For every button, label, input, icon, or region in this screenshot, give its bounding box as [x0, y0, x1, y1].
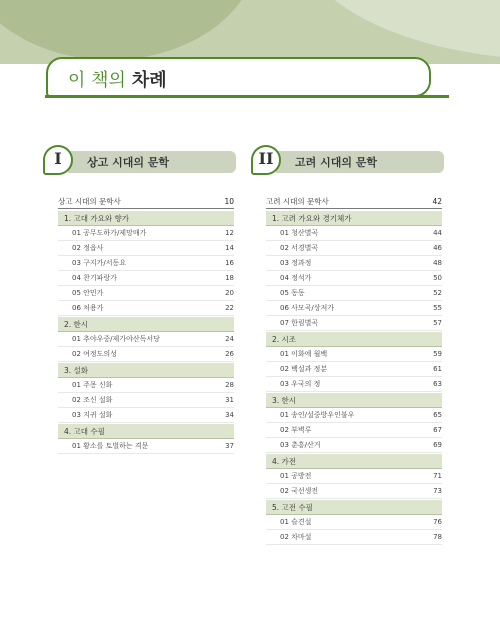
toc-entry[interactable]: [58, 408, 234, 423]
toc-chapter[interactable]: [58, 363, 234, 378]
toc-entry[interactable]: [266, 530, 442, 545]
toc-entry[interactable]: [58, 378, 234, 393]
toc-entry[interactable]: [58, 241, 234, 256]
toc-chapter[interactable]: [58, 211, 234, 226]
toc-entry[interactable]: [266, 286, 442, 301]
part-title-bar: [68, 151, 236, 173]
page-number: 26: [225, 350, 234, 358]
toc-entry-label: 01 공방전: [280, 472, 312, 480]
toc-entry[interactable]: [266, 515, 442, 530]
toc-entry[interactable]: [58, 439, 234, 454]
toc-entry-label: 03 우국의 정: [280, 380, 321, 388]
page-number: 37: [225, 442, 234, 450]
toc-entry[interactable]: [58, 226, 234, 241]
page-number: 22: [225, 304, 234, 312]
toc-entry-label: 03 구지가/서동요: [72, 259, 127, 267]
toc-entry-label: 01 슬견설: [280, 518, 312, 526]
part-title-bar: [276, 151, 444, 173]
toc-entry[interactable]: [58, 271, 234, 286]
toc-entry[interactable]: [266, 301, 442, 316]
title-main: 차례: [131, 70, 167, 91]
toc-entry[interactable]: [58, 332, 234, 347]
page-title: [68, 66, 167, 92]
part-title: 상고 시대의 문학: [87, 156, 170, 169]
toc-chapter[interactable]: [266, 332, 442, 347]
title-frame: [46, 57, 431, 97]
page-number: 71: [433, 472, 442, 480]
page-number: 42: [432, 197, 442, 206]
toc-entry[interactable]: [266, 469, 442, 484]
toc-entry-label: 01 추야우중/제가야산독서당: [72, 335, 160, 343]
page-number: 78: [433, 533, 442, 541]
page-number: 65: [433, 411, 442, 419]
page-number: 67: [433, 426, 442, 434]
toc-entry-label: 02 부벽루: [280, 426, 312, 434]
toc-chapter-label: 5. 고전 수필: [272, 503, 313, 512]
toc-entry[interactable]: [266, 377, 442, 392]
toc-entry-label: 06 사모곡/상저가: [280, 304, 335, 312]
toc-entry-label: 06 처용가: [72, 304, 104, 312]
toc-entry-label: 01 공무도하가/제망매가: [72, 229, 147, 237]
toc-entry[interactable]: [266, 438, 442, 453]
toc-entry[interactable]: [266, 271, 442, 286]
toc-entry-label: 05 동동: [280, 289, 305, 297]
toc-entry[interactable]: [266, 347, 442, 362]
toc-chapter-label: 3. 한시: [272, 396, 297, 405]
part-numeral-badge: I: [43, 145, 73, 175]
toc-section-overview-label: 고려 시대의 문학사: [266, 197, 329, 206]
toc-chapter-label: 1. 고려 가요와 경기체가: [272, 214, 352, 223]
toc-entry-label: 02 백설과 정분: [280, 365, 328, 373]
toc-section-overview[interactable]: [58, 195, 234, 209]
part-numeral-badge: II: [251, 145, 281, 175]
toc-entry[interactable]: [266, 226, 442, 241]
page-number: 61: [433, 365, 442, 373]
toc-entry-label: 01 청산별곡: [280, 229, 319, 237]
toc-entry[interactable]: [266, 241, 442, 256]
toc-list: [58, 195, 234, 454]
toc-chapter[interactable]: [266, 454, 442, 469]
toc-chapter-label: 2. 시조: [272, 335, 297, 344]
toc-list: [266, 195, 442, 545]
part-title: 고려 시대의 문학: [295, 156, 378, 169]
toc-entry-label: 07 한림별곡: [280, 319, 319, 327]
toc-entry[interactable]: [266, 316, 442, 331]
toc-entry-label: 03 지귀 설화: [72, 411, 113, 419]
toc-chapter[interactable]: [266, 393, 442, 408]
toc-entry-label: 04 찬기파랑가: [72, 274, 117, 282]
page-number: 24: [225, 335, 234, 343]
toc-entry[interactable]: [266, 362, 442, 377]
page-number: 46: [433, 244, 442, 252]
page-number: 34: [225, 411, 234, 419]
toc-entry-label: 03 정과정: [280, 259, 312, 267]
page-number: 57: [433, 319, 442, 327]
page-number: 10: [224, 197, 234, 206]
toc-chapter[interactable]: [266, 500, 442, 515]
page-number: 20: [225, 289, 234, 297]
page-number: 55: [433, 304, 442, 312]
toc-entry-label: 04 정석가: [280, 274, 312, 282]
toc-entry[interactable]: [266, 484, 442, 499]
page-number: 18: [225, 274, 234, 282]
page-number: 44: [433, 229, 442, 237]
toc-chapter-label: 3. 설화: [64, 366, 89, 375]
toc-entry[interactable]: [58, 286, 234, 301]
toc-entry[interactable]: [58, 347, 234, 362]
toc-entry[interactable]: [266, 408, 442, 423]
page-number: 73: [433, 487, 442, 495]
toc-chapter-label: 2. 한시: [64, 320, 89, 329]
toc-entry-label: 02 서경별곡: [280, 244, 319, 252]
toc-entry-label: 02 정읍사: [72, 244, 104, 252]
page-number: 16: [225, 259, 234, 267]
toc-entry-label: 02 여정도의성: [72, 350, 117, 358]
toc-entry-label: 01 송인/설중방우인불우: [280, 411, 355, 419]
page-number: 28: [225, 381, 234, 389]
toc-entry[interactable]: [266, 256, 442, 271]
header-swoop-decoration: [0, 0, 260, 60]
toc-chapter-label: 1. 고대 가요와 향가: [64, 214, 130, 223]
title-prefix: 이 책의: [68, 70, 126, 91]
toc-entry-label: 02 조신 설화: [72, 396, 113, 404]
toc-section-overview-label: 상고 시대의 문학사: [58, 197, 121, 206]
header-wave-decoration: [300, 0, 500, 60]
toc-entry-label: 05 안민가: [72, 289, 104, 297]
toc-entry[interactable]: [58, 301, 234, 316]
page-number: 12: [225, 229, 234, 237]
toc-entry-label: 02 차마설: [280, 533, 312, 541]
toc-entry-label: 01 이화에 월백: [280, 350, 328, 358]
page-number: 69: [433, 441, 442, 449]
toc-chapter[interactable]: [266, 211, 442, 226]
page-number: 76: [433, 518, 442, 526]
toc-chapter-label: 4. 고대 수필: [64, 427, 105, 436]
toc-entry-label: 03 춘흥/산거: [280, 441, 321, 449]
toc-section-overview[interactable]: [266, 195, 442, 209]
page-number: 31: [225, 396, 234, 404]
page-number: 14: [225, 244, 234, 252]
toc-entry[interactable]: [58, 393, 234, 408]
header-band: [0, 0, 500, 64]
page-number: 48: [433, 259, 442, 267]
toc-chapter-label: 4. 가전: [272, 457, 297, 466]
page-number: 52: [433, 289, 442, 297]
toc-entry-label: 02 국선생전: [280, 487, 319, 495]
page-number: 59: [433, 350, 442, 358]
toc-chapter[interactable]: [58, 424, 234, 439]
toc-chapter[interactable]: [58, 317, 234, 332]
toc-entry-label: 01 황소를 토벌하는 격문: [72, 442, 149, 450]
toc-entry-label: 01 주몽 신화: [72, 381, 113, 389]
page-number: 63: [433, 380, 442, 388]
page-number: 50: [433, 274, 442, 282]
title-underline: [45, 95, 449, 98]
toc-entry[interactable]: [58, 256, 234, 271]
toc-entry[interactable]: [266, 423, 442, 438]
